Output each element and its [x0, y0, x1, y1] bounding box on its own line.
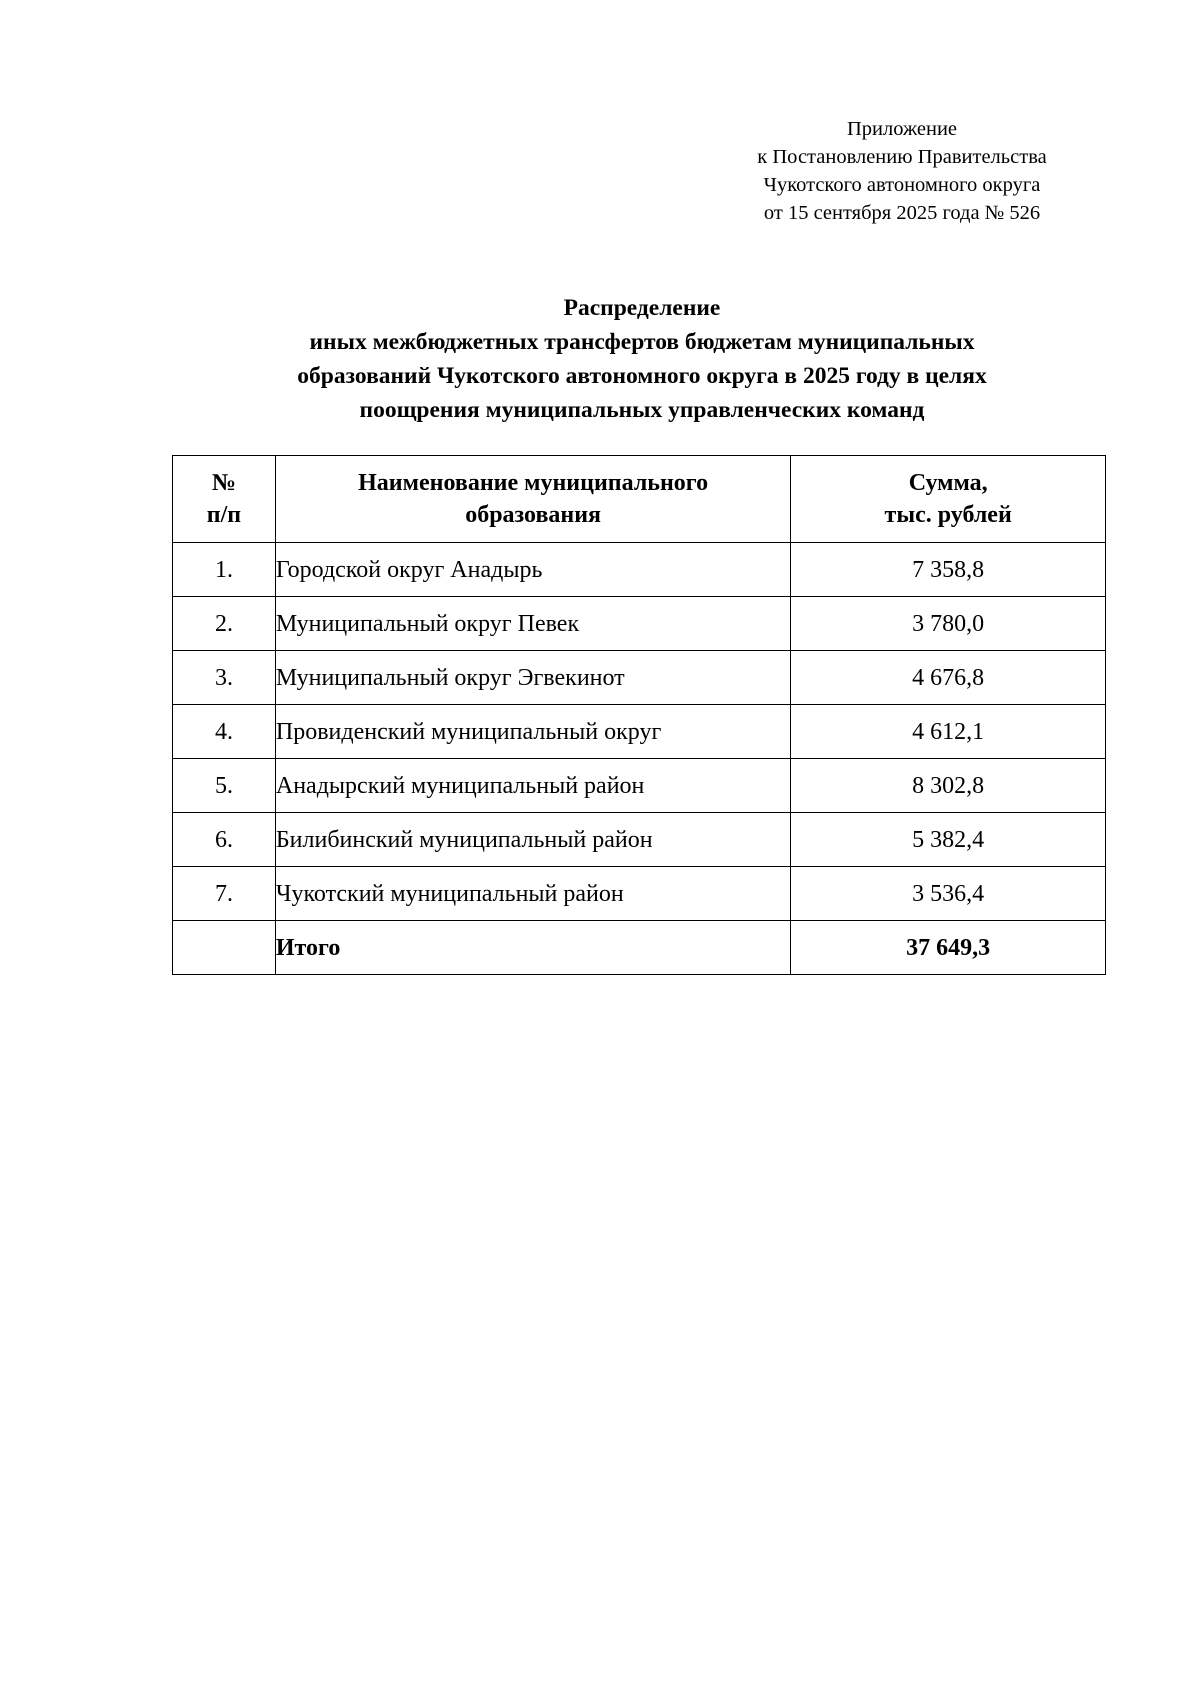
total-number [173, 921, 276, 975]
row-sum: 5 382,4 [791, 813, 1106, 867]
document-title [160, 291, 1124, 427]
row-sum: 8 302,8 [791, 759, 1106, 813]
row-number: 6. [173, 813, 276, 867]
table-row [173, 759, 1106, 813]
header-name-line2: образования [465, 502, 602, 528]
total-label: Итого [275, 921, 790, 975]
row-number: 3. [173, 651, 276, 705]
title-line: образований Чукотского автономного округа в 2025 году в целях [297, 363, 987, 389]
title-line: поощрения муниципальных управленческих команд [359, 397, 925, 423]
table-header-row [173, 456, 1106, 543]
header-number [173, 456, 276, 543]
appendix-line: от 15 сентября 2025 года № 526 [763, 202, 1041, 224]
table-row [173, 651, 1106, 705]
appendix-line: Приложение [846, 118, 958, 140]
appendix-block [730, 115, 1074, 227]
row-number: 1. [173, 543, 276, 597]
header-number-line1: № [211, 470, 236, 496]
row-name: Городской округ Анадырь [275, 543, 790, 597]
row-name: Анадырский муниципальный район [275, 759, 790, 813]
row-name: Билибинский муниципальный район [275, 813, 790, 867]
appendix-line: Чукотского автономного округа [763, 174, 1041, 196]
row-sum: 7 358,8 [791, 543, 1106, 597]
row-number: 5. [173, 759, 276, 813]
table-row [173, 813, 1106, 867]
table-row [173, 543, 1106, 597]
row-sum: 4 676,8 [791, 651, 1106, 705]
row-sum: 4 612,1 [791, 705, 1106, 759]
row-sum: 3 780,0 [791, 597, 1106, 651]
header-name [275, 456, 790, 543]
row-name: Муниципальный округ Певек [275, 597, 790, 651]
table-row [173, 597, 1106, 651]
header-name-line1: Наименование муниципального [358, 470, 709, 496]
row-name: Муниципальный округ Эгвекинот [275, 651, 790, 705]
appendix-line: к Постановлению Правительства [757, 146, 1047, 168]
row-name: Чукотский муниципальный район [275, 867, 790, 921]
row-number: 2. [173, 597, 276, 651]
total-sum: 37 649,3 [791, 921, 1106, 975]
total-row [173, 921, 1106, 975]
row-sum: 3 536,4 [791, 867, 1106, 921]
header-sum-line1: Сумма, [908, 470, 988, 496]
header-sum [791, 456, 1106, 543]
row-number: 4. [173, 705, 276, 759]
table-row [173, 705, 1106, 759]
allocation-table [172, 455, 1106, 975]
title-line: иных межбюджетных трансфертов бюджетам муниципальных [309, 329, 975, 355]
header-sum-line2: тыс. рублей [884, 502, 1012, 528]
table-row [173, 867, 1106, 921]
header-number-line2: п/п [206, 502, 242, 528]
row-name: Провиденский муниципальный округ [275, 705, 790, 759]
title-line: Распределение [563, 295, 721, 321]
row-number: 7. [173, 867, 276, 921]
